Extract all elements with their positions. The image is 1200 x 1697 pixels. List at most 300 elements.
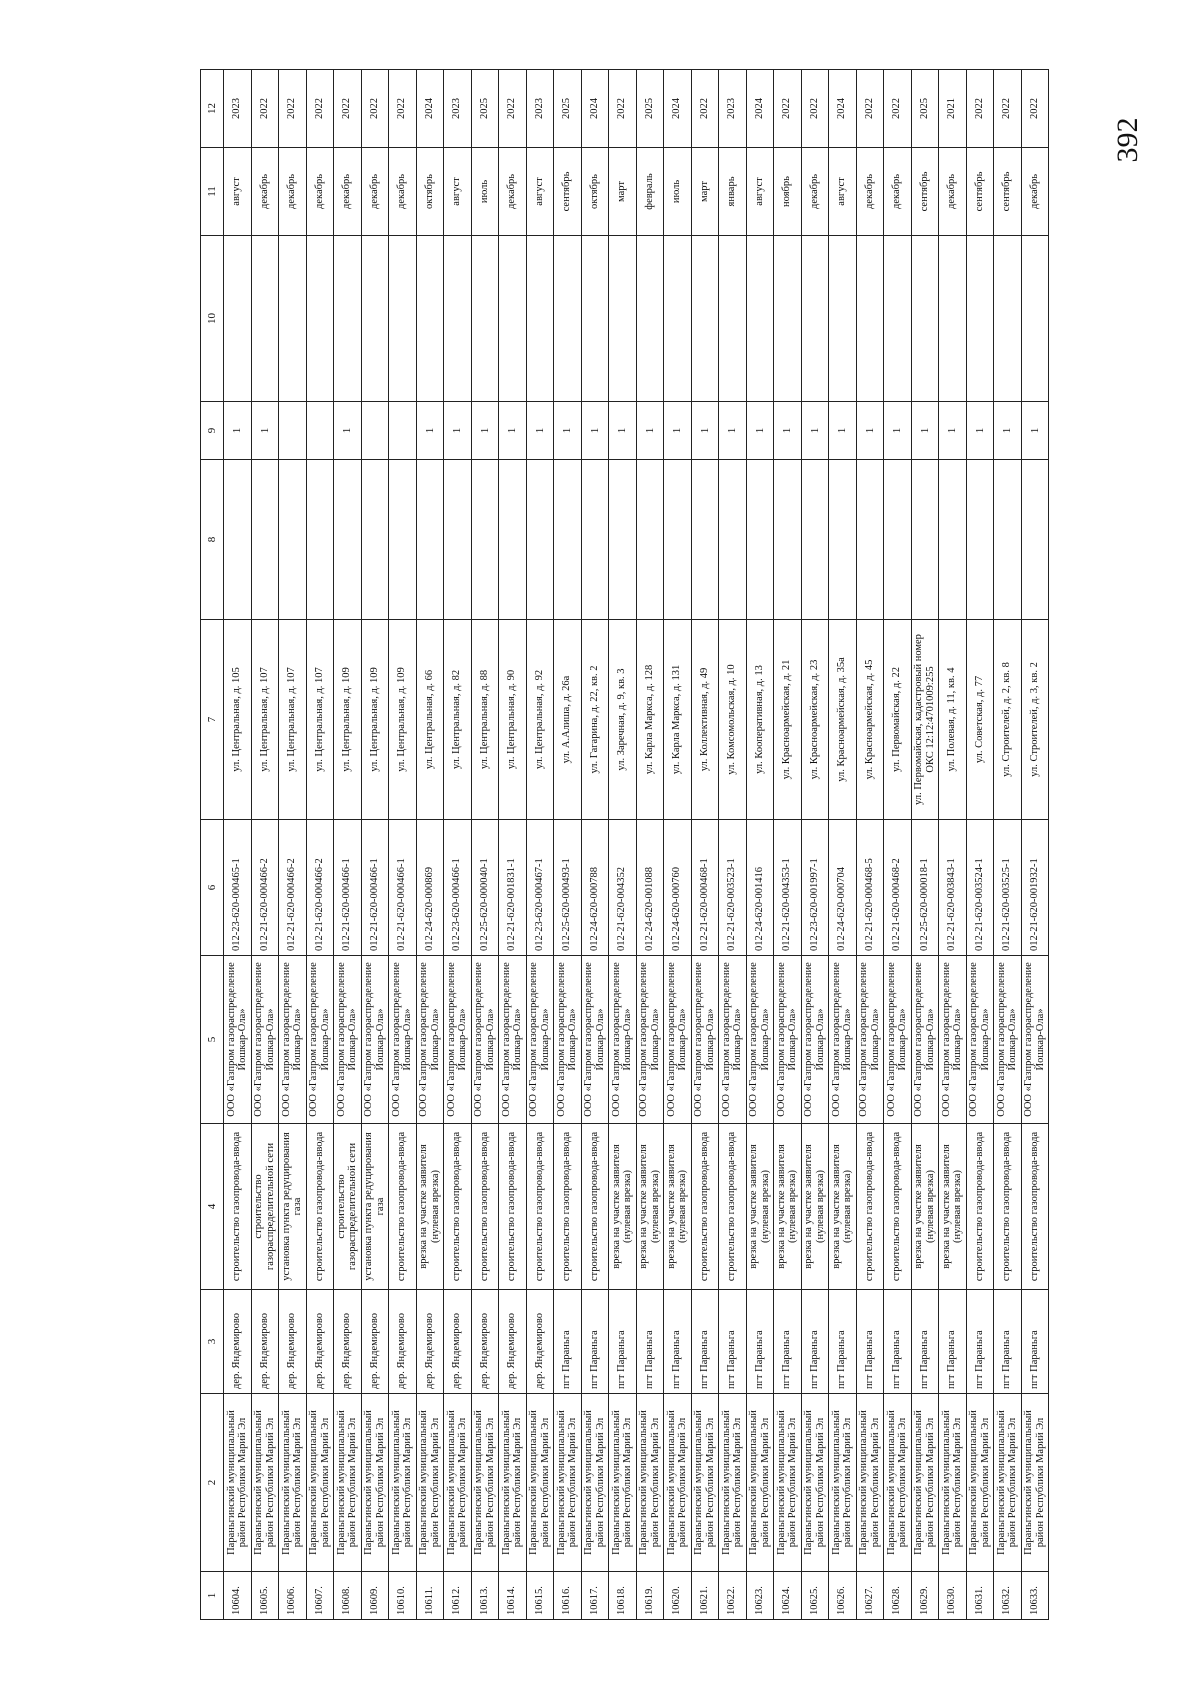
- table-cell-col-7: ул. Центральная, д. 109: [334, 620, 362, 820]
- table-cell-col-5: ООО «Газпром газораспределение Йошкар-Ола»: [746, 956, 774, 1124]
- table-cell-col-5: ООО «Газпром газораспределение Йошкар-Ола»: [499, 956, 527, 1124]
- table-cell-col-5: ООО «Газпром газораспределение Йошкар-Ола»: [829, 956, 857, 1124]
- table-cell-col-9: 1: [801, 402, 829, 460]
- table-cell-col-5: ООО «Газпром газораспределение Йошкар-Ола»: [966, 956, 994, 1124]
- table-row: [471, 70, 499, 1620]
- table-cell-col-6: 012-21-620-003843-1: [939, 820, 967, 956]
- table-cell-col-4: врезка на участке заявителя (нулевая врезка): [746, 1124, 774, 1290]
- table-cell-col-7: ул. Комсомольская, д. 10: [719, 620, 747, 820]
- table-cell-col-12: 2022: [389, 70, 417, 148]
- table-cell-col-12: 2023: [224, 70, 252, 148]
- table-cell-col-3: дер. Яндемирово: [334, 1290, 362, 1394]
- table-cell-col-9: [279, 402, 307, 460]
- table-cell-col-6: 012-21-620-000466-2: [306, 820, 334, 956]
- table-cell-col-2: Параньгинский муниципальный район Республики Марий Эл: [801, 1394, 829, 1572]
- table-cell-col-4: врезка на участке заявителя (нулевая врезка): [416, 1124, 444, 1290]
- column-header-12: 12: [201, 70, 224, 148]
- table-cell-col-12: 2025: [911, 70, 939, 148]
- table-cell-col-5: ООО «Газпром газораспределение Йошкар-Ола»: [334, 956, 362, 1124]
- column-header-7: 7: [201, 620, 224, 820]
- table-cell-col-5: ООО «Газпром газораспределение Йошкар-Ола»: [774, 956, 802, 1124]
- table-cell-col-9: 1: [251, 402, 279, 460]
- table-cell-col-4: врезка на участке заявителя (нулевая врезка): [664, 1124, 692, 1290]
- table-cell-col-2: Параньгинский муниципальный район Республики Марий Эл: [499, 1394, 527, 1572]
- table-cell-col-7: ул. А.Алиша, д. 26а: [554, 620, 582, 820]
- table-cell-col-7: ул. Строителей, д. 3, кв. 2: [1021, 620, 1049, 820]
- table-cell-col-11: июль: [471, 148, 499, 236]
- table-cell-col-7: ул. Советская, д. 77: [966, 620, 994, 820]
- table-cell-col-9: 1: [554, 402, 582, 460]
- table-cell-col-9: 1: [416, 402, 444, 460]
- table-row: [526, 70, 554, 1620]
- table-cell-col-6: 012-24-620-001088: [636, 820, 664, 956]
- table-cell-col-5: ООО «Газпром газораспределение Йошкар-Ола»: [856, 956, 884, 1124]
- table-cell-col-5: ООО «Газпром газораспределение Йошкар-Ола»: [884, 956, 912, 1124]
- table-cell-col-8: [691, 460, 719, 620]
- table-cell-col-5: ООО «Газпром газораспределение Йошкар-Ола»: [636, 956, 664, 1124]
- table-cell-col-7: ул. Центральная, д. 109: [361, 620, 389, 820]
- table-cell-col-6: 012-21-620-001932-1: [1021, 820, 1049, 956]
- table-cell-col-5: ООО «Газпром газораспределение Йошкар-Ола»: [1021, 956, 1049, 1124]
- table-cell-col-8: [884, 460, 912, 620]
- table-cell-col-9: [306, 402, 334, 460]
- table-cell-col-6: 012-21-620-004353-1: [774, 820, 802, 956]
- table-cell-col-3: дер. Яндемирово: [251, 1290, 279, 1394]
- table-cell-col-8: [389, 460, 417, 620]
- table-cell-col-5: ООО «Газпром газораспределение Йошкар-Ола»: [279, 956, 307, 1124]
- table-cell-col-10: [664, 236, 692, 402]
- table-cell-col-9: 1: [334, 402, 362, 460]
- table-cell-col-6: 012-21-620-003525-1: [994, 820, 1022, 956]
- header-row: [201, 70, 224, 1620]
- table-cell-col-9: 1: [471, 402, 499, 460]
- table-cell-col-10: [994, 236, 1022, 402]
- table-cell-col-7: ул. Центральная, д. 88: [471, 620, 499, 820]
- table-cell-col-3: пгт Параньга: [746, 1290, 774, 1394]
- table-cell-col-12: 2022: [499, 70, 527, 148]
- table-cell-col-1: 10605.: [251, 1572, 279, 1620]
- table-cell-col-5: ООО «Газпром газораспределение Йошкар-Ола»: [719, 956, 747, 1124]
- table-cell-col-6: 012-21-620-000468-2: [884, 820, 912, 956]
- table-cell-col-9: 1: [994, 402, 1022, 460]
- table-cell-col-5: ООО «Газпром газораспределение Йошкар-Ола»: [416, 956, 444, 1124]
- table-cell-col-6: 012-21-620-000466-1: [334, 820, 362, 956]
- table-cell-col-2: Параньгинский муниципальный район Республики Марий Эл: [856, 1394, 884, 1572]
- table-cell-col-12: 2022: [251, 70, 279, 148]
- table-cell-col-2: Параньгинский муниципальный район Республики Марий Эл: [416, 1394, 444, 1572]
- table-cell-col-2: Параньгинский муниципальный район Республики Марий Эл: [746, 1394, 774, 1572]
- table-cell-col-9: 1: [224, 402, 252, 460]
- table-cell-col-11: январь: [719, 148, 747, 236]
- table-cell-col-11: декабрь: [939, 148, 967, 236]
- table-cell-col-4: строительство газораспределительной сети: [251, 1124, 279, 1290]
- table-cell-col-4: строительство газопровода-ввода: [444, 1124, 472, 1290]
- table-cell-col-10: [856, 236, 884, 402]
- table-cell-col-2: Параньгинский муниципальный район Республики Марий Эл: [444, 1394, 472, 1572]
- table-cell-col-3: дер. Яндемирово: [499, 1290, 527, 1394]
- table-cell-col-3: пгт Параньга: [911, 1290, 939, 1394]
- table-cell-col-9: 1: [636, 402, 664, 460]
- table-cell-col-4: строительство газопровода-ввода: [994, 1124, 1022, 1290]
- table-cell-col-1: 10613.: [471, 1572, 499, 1620]
- table-cell-col-4: врезка на участке заявителя (нулевая врезка): [939, 1124, 967, 1290]
- table-cell-col-12: 2022: [1021, 70, 1049, 148]
- table-cell-col-3: пгт Параньга: [939, 1290, 967, 1394]
- table-cell-col-9: 1: [911, 402, 939, 460]
- table-cell-col-11: декабрь: [884, 148, 912, 236]
- table-cell-col-2: Параньгинский муниципальный район Республики Марий Эл: [636, 1394, 664, 1572]
- table-cell-col-12: 2024: [664, 70, 692, 148]
- column-header-2: 2: [201, 1394, 224, 1572]
- table-cell-col-7: ул. Центральная, д. 107: [251, 620, 279, 820]
- table-cell-col-7: ул. Центральная, д. 82: [444, 620, 472, 820]
- table-cell-col-12: 2023: [526, 70, 554, 148]
- table-row: [389, 70, 417, 1620]
- table-cell-col-5: ООО «Газпром газораспределение Йошкар-Ола»: [664, 956, 692, 1124]
- table-cell-col-1: 10620.: [664, 1572, 692, 1620]
- table-cell-col-12: 2024: [746, 70, 774, 148]
- table-cell-col-6: 012-24-620-000760: [664, 820, 692, 956]
- table-cell-col-12: 2021: [939, 70, 967, 148]
- table-cell-col-11: декабрь: [361, 148, 389, 236]
- table-cell-col-3: пгт Параньга: [581, 1290, 609, 1394]
- table-cell-col-2: Параньгинский муниципальный район Республики Марий Эл: [224, 1394, 252, 1572]
- table-row: [774, 70, 802, 1620]
- table-cell-col-1: 10626.: [829, 1572, 857, 1620]
- table-cell-col-12: 2023: [444, 70, 472, 148]
- table-row: [1021, 70, 1049, 1620]
- table-cell-col-8: [334, 460, 362, 620]
- table-row: [884, 70, 912, 1620]
- table-cell-col-2: Параньгинский муниципальный район Республики Марий Эл: [994, 1394, 1022, 1572]
- table-cell-col-5: ООО «Газпром газораспределение Йошкар-Ола»: [224, 956, 252, 1124]
- table-cell-col-9: 1: [444, 402, 472, 460]
- table-cell-col-12: 2022: [774, 70, 802, 148]
- table-cell-col-3: дер. Яндемирово: [471, 1290, 499, 1394]
- table-cell-col-3: дер. Яндемирово: [389, 1290, 417, 1394]
- table-cell-col-1: 10615.: [526, 1572, 554, 1620]
- table-cell-col-7: ул. Первомайская, кадастровый номер ОКС 12:12:4701009:255: [911, 620, 939, 820]
- table-cell-col-5: ООО «Газпром газораспределение Йошкар-Ола»: [444, 956, 472, 1124]
- column-header-5: 5: [201, 956, 224, 1124]
- column-header-3: 3: [201, 1290, 224, 1394]
- table-cell-col-12: 2022: [609, 70, 637, 148]
- table-cell-col-5: ООО «Газпром газораспределение Йошкар-Ола»: [801, 956, 829, 1124]
- table-cell-col-7: ул. Гагарина, д. 22, кв. 2: [581, 620, 609, 820]
- table-cell-col-4: строительство газопровода-ввода: [691, 1124, 719, 1290]
- table-row: [664, 70, 692, 1620]
- table-cell-col-1: 10628.: [884, 1572, 912, 1620]
- table-cell-col-1: 10617.: [581, 1572, 609, 1620]
- table-cell-col-11: август: [526, 148, 554, 236]
- table-cell-col-10: [609, 236, 637, 402]
- table-cell-col-12: 2022: [691, 70, 719, 148]
- table-cell-col-5: ООО «Газпром газораспределение Йошкар-Ола»: [251, 956, 279, 1124]
- table-cell-col-10: [389, 236, 417, 402]
- table-cell-col-2: Параньгинский муниципальный район Республики Марий Эл: [471, 1394, 499, 1572]
- table-cell-col-10: [774, 236, 802, 402]
- table-row: [444, 70, 472, 1620]
- table-cell-col-10: [966, 236, 994, 402]
- table-cell-col-8: [306, 460, 334, 620]
- table-cell-col-1: 10606.: [279, 1572, 307, 1620]
- table-cell-col-12: 2024: [581, 70, 609, 148]
- table-cell-col-6: 012-21-620-000466-2: [279, 820, 307, 956]
- table-cell-col-7: ул. Кооперативная, д. 13: [746, 620, 774, 820]
- table-row: [691, 70, 719, 1620]
- table-cell-col-10: [334, 236, 362, 402]
- table-cell-col-7: ул. Красноармейская, д. 23: [801, 620, 829, 820]
- table-row: [361, 70, 389, 1620]
- table-cell-col-7: ул. Центральная, д. 90: [499, 620, 527, 820]
- table-cell-col-1: 10624.: [774, 1572, 802, 1620]
- table-cell-col-2: Параньгинский муниципальный район Республики Марий Эл: [361, 1394, 389, 1572]
- table-cell-col-8: [251, 460, 279, 620]
- column-header-11: 11: [201, 148, 224, 236]
- table-cell-col-1: 10607.: [306, 1572, 334, 1620]
- table-cell-col-9: 1: [884, 402, 912, 460]
- table-cell-col-10: [471, 236, 499, 402]
- table-cell-col-4: строительство газопровода-ввода: [581, 1124, 609, 1290]
- table-cell-col-2: Параньгинский муниципальный район Республики Марий Эл: [251, 1394, 279, 1572]
- table-row: [554, 70, 582, 1620]
- table-cell-col-10: [306, 236, 334, 402]
- table-cell-col-12: 2024: [829, 70, 857, 148]
- table-cell-col-4: строительство газопровода-ввода: [224, 1124, 252, 1290]
- table-cell-col-4: строительство газораспределительной сети: [334, 1124, 362, 1290]
- table-cell-col-6: 012-21-620-004352: [609, 820, 637, 956]
- table-cell-col-7: ул. Первомайская, д. 22: [884, 620, 912, 820]
- table-cell-col-2: Параньгинский муниципальный район Республики Марий Эл: [829, 1394, 857, 1572]
- table-cell-col-4: строительство газопровода-ввода: [884, 1124, 912, 1290]
- table-cell-col-8: [279, 460, 307, 620]
- table-cell-col-8: [554, 460, 582, 620]
- table-cell-col-7: ул. Красноармейская, д. 45: [856, 620, 884, 820]
- table-cell-col-12: 2023: [719, 70, 747, 148]
- table-row: [636, 70, 664, 1620]
- table-cell-col-3: пгт Параньга: [966, 1290, 994, 1394]
- table-cell-col-7: ул. Центральная, д. 109: [389, 620, 417, 820]
- table-cell-col-7: ул. Центральная, д. 107: [279, 620, 307, 820]
- table-cell-col-3: пгт Параньга: [1021, 1290, 1049, 1394]
- column-header-6: 6: [201, 820, 224, 956]
- table-cell-col-4: строительство газопровода-ввода: [306, 1124, 334, 1290]
- table-cell-col-5: ООО «Газпром газораспределение Йошкар-Ола»: [526, 956, 554, 1124]
- table-cell-col-12: 2025: [636, 70, 664, 148]
- table-cell-col-7: ул. Строителей, д. 2, кв. 8: [994, 620, 1022, 820]
- table-cell-col-1: 10616.: [554, 1572, 582, 1620]
- table-cell-col-12: 2022: [334, 70, 362, 148]
- table-cell-col-9: [361, 402, 389, 460]
- table-cell-col-5: ООО «Газпром газораспределение Йошкар-Ола»: [389, 956, 417, 1124]
- table-cell-col-2: Параньгинский муниципальный район Республики Марий Эл: [581, 1394, 609, 1572]
- table-cell-col-8: [581, 460, 609, 620]
- table-cell-col-4: врезка на участке заявителя (нулевая врезка): [609, 1124, 637, 1290]
- table-cell-col-10: [499, 236, 527, 402]
- table-row: [306, 70, 334, 1620]
- table-cell-col-9: 1: [829, 402, 857, 460]
- table-cell-col-1: 10608.: [334, 1572, 362, 1620]
- table-cell-col-1: 10632.: [994, 1572, 1022, 1620]
- table-cell-col-9: 1: [746, 402, 774, 460]
- table-cell-col-10: [691, 236, 719, 402]
- table-cell-col-9: 1: [719, 402, 747, 460]
- table-cell-col-1: 10610.: [389, 1572, 417, 1620]
- table-cell-col-6: 012-21-620-000466-1: [361, 820, 389, 956]
- table-row: [829, 70, 857, 1620]
- table-body: [224, 70, 1049, 1620]
- table-cell-col-9: 1: [966, 402, 994, 460]
- table-cell-col-8: [911, 460, 939, 620]
- table-cell-col-8: [719, 460, 747, 620]
- table-cell-col-2: Параньгинский муниципальный район Республики Марий Эл: [884, 1394, 912, 1572]
- table-row: [609, 70, 637, 1620]
- table-cell-col-6: 012-23-620-000465-1: [224, 820, 252, 956]
- table-cell-col-9: 1: [856, 402, 884, 460]
- table-cell-col-2: Параньгинский муниципальный район Республики Марий Эл: [911, 1394, 939, 1572]
- table-cell-col-11: декабрь: [306, 148, 334, 236]
- table-cell-col-10: [829, 236, 857, 402]
- table-row: [416, 70, 444, 1620]
- table-cell-col-1: 10611.: [416, 1572, 444, 1620]
- table-cell-col-5: ООО «Газпром газораспределение Йошкар-Ола»: [554, 956, 582, 1124]
- table-cell-col-4: врезка на участке заявителя (нулевая врезка): [911, 1124, 939, 1290]
- table-cell-col-4: строительство газопровода-ввода: [966, 1124, 994, 1290]
- column-header-8: 8: [201, 460, 224, 620]
- column-header-10: 10: [201, 236, 224, 402]
- table-cell-col-10: [746, 236, 774, 402]
- table-cell-col-5: ООО «Газпром газораспределение Йошкар-Ола»: [306, 956, 334, 1124]
- table-cell-col-1: 10621.: [691, 1572, 719, 1620]
- table-cell-col-6: 012-21-620-003524-1: [966, 820, 994, 956]
- table-cell-col-6: 012-21-620-000468-1: [691, 820, 719, 956]
- table-cell-col-2: Параньгинский муниципальный район Республики Марий Эл: [691, 1394, 719, 1572]
- table-cell-col-11: март: [691, 148, 719, 236]
- table-cell-col-12: 2022: [801, 70, 829, 148]
- table-cell-col-8: [609, 460, 637, 620]
- table-cell-col-4: строительство газопровода-ввода: [526, 1124, 554, 1290]
- table-cell-col-11: июль: [664, 148, 692, 236]
- table-cell-col-7: ул. Центральная, д. 92: [526, 620, 554, 820]
- table-cell-col-4: установка пункта редуцирования газа: [279, 1124, 307, 1290]
- table-cell-col-12: 2025: [554, 70, 582, 148]
- table-cell-col-8: [444, 460, 472, 620]
- table-row: [581, 70, 609, 1620]
- table-cell-col-11: декабрь: [389, 148, 417, 236]
- table-cell-col-11: август: [829, 148, 857, 236]
- table-cell-col-11: сентябрь: [554, 148, 582, 236]
- table-cell-col-9: 1: [774, 402, 802, 460]
- table-cell-col-8: [361, 460, 389, 620]
- table-cell-col-7: ул. Карла Маркса, д. 128: [636, 620, 664, 820]
- table-cell-col-2: Параньгинский муниципальный район Республики Марий Эл: [389, 1394, 417, 1572]
- table-cell-col-3: пгт Параньга: [719, 1290, 747, 1394]
- table-cell-col-6: 012-21-620-001831-1: [499, 820, 527, 956]
- table-cell-col-4: врезка на участке заявителя (нулевая врезка): [829, 1124, 857, 1290]
- table-cell-col-10: [1021, 236, 1049, 402]
- table-cell-col-3: пгт Параньга: [691, 1290, 719, 1394]
- table-cell-col-2: Параньгинский муниципальный район Республики Марий Эл: [554, 1394, 582, 1572]
- table-cell-col-12: 2022: [966, 70, 994, 148]
- page-number: 392: [1111, 117, 1144, 163]
- table-cell-col-5: ООО «Газпром газораспределение Йошкар-Ола»: [609, 956, 637, 1124]
- table-row: [911, 70, 939, 1620]
- table-cell-col-10: [526, 236, 554, 402]
- table-cell-col-8: [939, 460, 967, 620]
- table-cell-col-8: [636, 460, 664, 620]
- table-cell-col-3: дер. Яндемирово: [416, 1290, 444, 1394]
- table-cell-col-2: Параньгинский муниципальный район Республики Марий Эл: [966, 1394, 994, 1572]
- table-cell-col-3: дер. Яндемирово: [444, 1290, 472, 1394]
- table-cell-col-8: [994, 460, 1022, 620]
- table-cell-col-10: [884, 236, 912, 402]
- table-cell-col-2: Параньгинский муниципальный район Республики Марий Эл: [774, 1394, 802, 1572]
- table-cell-col-10: [719, 236, 747, 402]
- table-cell-col-12: 2022: [306, 70, 334, 148]
- table-cell-col-5: ООО «Газпром газораспределение Йошкар-Ола»: [911, 956, 939, 1124]
- table-cell-col-10: [361, 236, 389, 402]
- table-cell-col-11: декабрь: [279, 148, 307, 236]
- table-cell-col-1: 10625.: [801, 1572, 829, 1620]
- table-cell-col-10: [939, 236, 967, 402]
- table-row: [856, 70, 884, 1620]
- table-cell-col-11: март: [609, 148, 637, 236]
- table-cell-col-3: пгт Параньга: [609, 1290, 637, 1394]
- table-cell-col-5: ООО «Газпром газораспределение Йошкар-Ола»: [939, 956, 967, 1124]
- table-cell-col-5: ООО «Газпром газораспределение Йошкар-Ола»: [691, 956, 719, 1124]
- table-cell-col-10: [224, 236, 252, 402]
- table-cell-col-8: [224, 460, 252, 620]
- table-cell-col-2: Параньгинский муниципальный район Республики Марий Эл: [526, 1394, 554, 1572]
- table-cell-col-3: пгт Параньга: [801, 1290, 829, 1394]
- table-cell-col-4: строительство газопровода-ввода: [719, 1124, 747, 1290]
- table-cell-col-11: декабрь: [334, 148, 362, 236]
- table-cell-col-10: [636, 236, 664, 402]
- table-cell-col-3: пгт Параньга: [774, 1290, 802, 1394]
- table-row: [251, 70, 279, 1620]
- table-cell-col-8: [471, 460, 499, 620]
- table-cell-col-3: пгт Параньга: [884, 1290, 912, 1394]
- table-cell-col-1: 10629.: [911, 1572, 939, 1620]
- table-cell-col-9: 1: [526, 402, 554, 460]
- table-cell-col-6: 012-25-620-000040-1: [471, 820, 499, 956]
- table-cell-col-9: 1: [939, 402, 967, 460]
- table-cell-col-9: 1: [664, 402, 692, 460]
- table-cell-col-11: октябрь: [581, 148, 609, 236]
- table-cell-col-6: 012-24-620-000788: [581, 820, 609, 956]
- table-row: [279, 70, 307, 1620]
- table-row: [939, 70, 967, 1620]
- table-cell-col-3: пгт Параньга: [994, 1290, 1022, 1394]
- table-cell-col-10: [251, 236, 279, 402]
- table-cell-col-7: ул. Центральная, д. 105: [224, 620, 252, 820]
- table-cell-col-2: Параньгинский муниципальный район Республики Марий Эл: [939, 1394, 967, 1572]
- table-cell-col-6: 012-21-620-000466-2: [251, 820, 279, 956]
- table-cell-col-5: ООО «Газпром газораспределение Йошкар-Ола»: [361, 956, 389, 1124]
- table-cell-col-8: [774, 460, 802, 620]
- table-cell-col-11: август: [746, 148, 774, 236]
- table-cell-col-3: дер. Яндемирово: [526, 1290, 554, 1394]
- table-cell-col-4: строительство газопровода-ввода: [554, 1124, 582, 1290]
- column-header-9: 9: [201, 402, 224, 460]
- table-cell-col-11: август: [444, 148, 472, 236]
- table-cell-col-7: ул. Красноармейская, д. 21: [774, 620, 802, 820]
- table-cell-col-4: строительство газопровода-ввода: [1021, 1124, 1049, 1290]
- table-cell-col-9: [389, 402, 417, 460]
- column-header-1: 1: [201, 1572, 224, 1620]
- table-cell-col-3: дер. Яндемирово: [306, 1290, 334, 1394]
- table-cell-col-5: ООО «Газпром газораспределение Йошкар-Ола»: [471, 956, 499, 1124]
